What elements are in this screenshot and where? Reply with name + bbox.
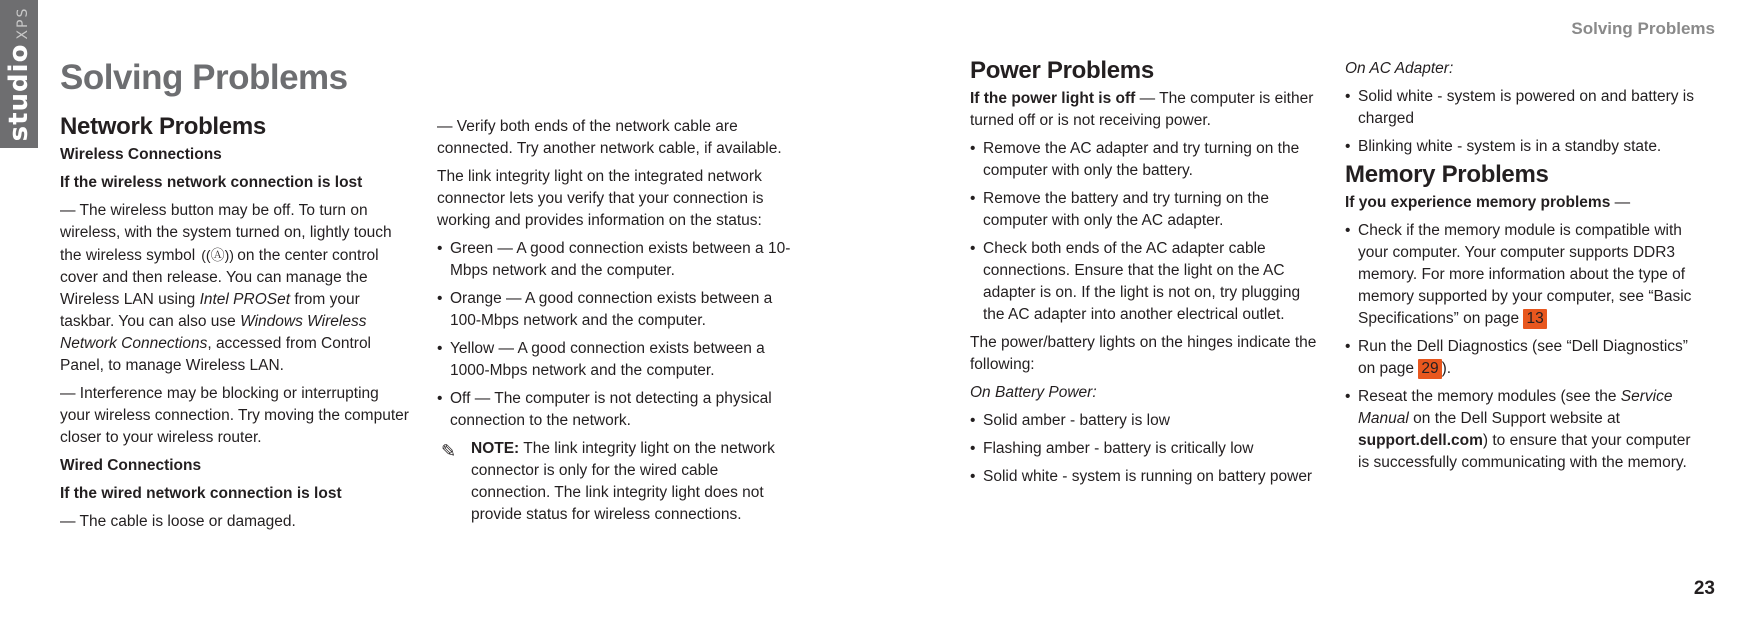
intel-proset: Intel PROSet (199, 291, 291, 308)
network-heading: Network Problems (60, 113, 266, 140)
wireless-text-d: from your taskbar. You can also use (60, 291, 360, 330)
wireless-paragraph-1 (60, 200, 412, 377)
memory-heading: Memory Problems (1345, 161, 1549, 188)
brand-model: XPS (15, 6, 31, 40)
list-item: • Orange — A good connection exists between a 100-Mbps network and the computer. (437, 288, 797, 332)
list-item: • Solid white - system is powered on and battery is charged (1345, 86, 1695, 130)
note (437, 438, 797, 526)
wireless-heading: Wireless Connections (60, 146, 222, 163)
page-ref-link[interactable]: 13 (1523, 309, 1546, 329)
power-list (970, 138, 1320, 326)
memory-lead-rest: — (1614, 194, 1631, 211)
list-item: • Yellow — A good connection exists between a 1000-Mbps network and the computer. (437, 338, 797, 382)
memory-item-3-e: ) to ensure that your computer is successfully communicating with the memory. (1358, 432, 1691, 471)
side-tab (0, 0, 38, 148)
page-title: Solving Problems (60, 58, 348, 97)
memory-list (1345, 220, 1695, 474)
battery-list (970, 410, 1320, 488)
wired-paragraph-2: — Verify both ends of the network cable are connected. Try another network cable, if available. (437, 118, 782, 157)
list-item: • Remove the AC adapter and try turning on the computer with only the battery. (970, 138, 1320, 182)
list-item: • Check both ends of the AC adapter cable connections. Ensure that the light on the AC adapter is on. If the light is not on, try plugging the AC adapter into another electrical outlet. (970, 238, 1320, 326)
ac-list (1345, 86, 1695, 158)
list-item (1345, 336, 1695, 380)
memory-item-1-text: Check if the memory module is compatible with your computer. Your computer supports DDR3 memory. For more information about the type of memory supported by your computer, see “Basic Specifications” on page (1358, 222, 1692, 327)
list-item: • Green — A good connection exists between a 10-Mbps network and the computer. (437, 238, 797, 282)
running-head: Solving Problems (1571, 19, 1715, 38)
memory-item-3-c: on the Dell Support website at (1413, 410, 1620, 427)
wireless-text-b: on the center control cover and then release. You can manage the Wireless LAN using (60, 247, 379, 308)
memory-lead (1345, 192, 1695, 214)
note-label: NOTE: (471, 440, 520, 457)
brand-name: studio (4, 43, 34, 142)
list-item: • Solid amber - battery is low (970, 410, 1320, 432)
brand-logo (4, 7, 34, 142)
power-lead (970, 88, 1320, 132)
support-url[interactable]: support.dell.com (1358, 432, 1483, 449)
wired-heading: Wired Connections (60, 457, 202, 474)
wireless-lost-heading: If the wireless network connection is lost (60, 174, 363, 191)
windows-wireless-connections: Windows Wireless Network Connections (60, 313, 367, 352)
memory-item-2-text: Run the Dell Diagnostics (see “Dell Diagnostics” on page (1358, 338, 1688, 377)
wireless-text-a: — The wireless button may be off. To turn on wireless, with the system turned on, lightly touch the wireless symbol (60, 202, 392, 264)
link-status-list (437, 238, 797, 432)
list-item: • Solid white - system is running on battery power (970, 466, 1320, 488)
ac-heading: On AC Adapter: (1345, 60, 1454, 77)
column-network-cont (437, 116, 797, 526)
power-lead-rest: — The computer is either turned off or is not receiving power. (970, 90, 1314, 129)
wireless-icon: ((Ⓐ)) (201, 247, 234, 263)
pencil-icon: ✎ (441, 441, 457, 461)
wireless-paragraph-2: — Interference may be blocking or interrupting your wireless connection. Try moving the computer closer to your wireless router. (60, 385, 409, 446)
wired-paragraph-1: — The cable is loose or damaged. (60, 513, 296, 530)
list-item (1345, 386, 1695, 474)
list-item: • Blinking white - system is in a standby state. (1345, 136, 1695, 158)
column-memory (1345, 58, 1695, 480)
note-text: The link integrity light on the network connector is only for the wired cable connection. The link integrity light does not provide status for wireless connections. (471, 440, 775, 523)
wireless-text-f: , accessed from Control Panel, to manage Wireless LAN. (60, 335, 372, 374)
service-manual: Service Manual (1358, 388, 1673, 427)
list-item: • Flashing amber - battery is critically low (970, 438, 1320, 460)
column-network (60, 113, 412, 539)
list-item: • Off — The computer is not detecting a physical connection to the network. (437, 388, 797, 432)
power-heading: Power Problems (970, 57, 1154, 84)
wired-lost-heading: If the wired network connection is lost (60, 485, 342, 502)
list-item: • Remove the battery and try turning on the computer with only the AC adapter. (970, 188, 1320, 232)
battery-heading: On Battery Power: (970, 384, 1097, 401)
memory-item-2-end: ). (1441, 360, 1452, 377)
page-number: 23 (1693, 578, 1715, 599)
memory-item-3-a: Reseat the memory modules (see the (1358, 388, 1617, 405)
hinges-text: The power/battery lights on the hinges indicate the following: (970, 334, 1317, 373)
column-power (970, 57, 1320, 494)
power-lead-bold: If the power light is off (970, 90, 1136, 107)
page-ref-link[interactable]: 29 (1418, 359, 1441, 379)
link-intro: The link integrity light on the integrated network connector lets you verify that your connection is working and provides information on the status: (437, 168, 764, 229)
memory-lead-bold: If you experience memory problems (1345, 194, 1611, 211)
list-item (1345, 220, 1695, 330)
